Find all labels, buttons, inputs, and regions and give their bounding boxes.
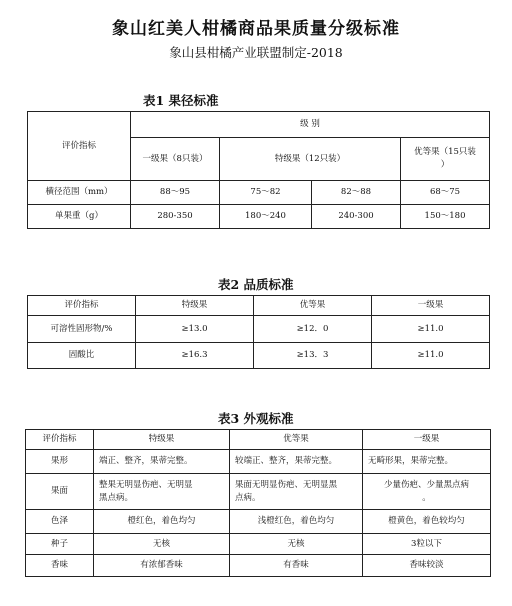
table1-col-first: 一级果（8只装）: [131, 138, 220, 181]
table1-cell: 150～180: [401, 205, 490, 229]
appearance-table: [25, 429, 491, 577]
table3-cell: 有浓郁香味: [94, 555, 230, 577]
table1-cell: 68～75: [401, 181, 490, 205]
table1-col-premium-line2: ）: [440, 160, 450, 170]
table1-cell: 240-300: [312, 205, 401, 229]
quality-table: [27, 295, 490, 369]
table3-row-label: 果面: [26, 474, 94, 510]
table3-cell: 橙红色，着色均匀: [94, 510, 230, 534]
table2-cell: ≥16.3: [136, 343, 254, 369]
table3-cell: [94, 450, 230, 474]
table3-cell-line: 无畸形果，果蒂完整。: [368, 456, 454, 466]
table2-header: 优等果: [254, 296, 372, 316]
table3-cell: [230, 474, 363, 510]
table3-row-label: 色泽: [26, 510, 94, 534]
document-subtitle: 象山县柑橘产业联盟制定-2018: [169, 45, 343, 60]
table3-cell: [94, 474, 230, 510]
table2-cell: ≥11.0: [372, 316, 490, 343]
table1-head-grade: 级 别: [131, 112, 490, 138]
table3-row-label: 种子: [26, 534, 94, 555]
table3-header: 一级果: [363, 430, 491, 450]
table3-cell: 无核: [94, 534, 230, 555]
table2-cell: ≥13．3: [254, 343, 372, 369]
table3-cell: 有香味: [230, 555, 363, 577]
table2-caption: 表2 品质标准: [218, 277, 294, 292]
table3-cell-line: 端正、整齐，果蒂完整。: [99, 456, 193, 466]
table1-caption: 表1 果径标准: [143, 93, 219, 108]
table3-cell: 无核: [230, 534, 363, 555]
table3-cell-line: 少量伤疤、少量黑点病: [383, 479, 469, 490]
table2-cell: ≥13.0: [136, 316, 254, 343]
table3-cell-line: 黑点病。: [99, 492, 134, 503]
table1-head-indicator: 评价指标: [28, 112, 131, 181]
table3-cell: 3粒以下: [363, 534, 491, 555]
table3-cell-line: 较端正、整齐，果蒂完整。: [235, 456, 338, 466]
table3-cell: [363, 474, 491, 510]
table1-cell: 180～240: [220, 205, 312, 229]
table3-header: 评价指标: [26, 430, 94, 450]
table2-cell: ≥12．0: [254, 316, 372, 343]
table3-row-label: 香味: [26, 555, 94, 577]
table1-col-special: 特级果（12只装）: [220, 138, 401, 181]
table1-row-label: 单果重（g）: [28, 205, 131, 229]
document-title: 象山红美人柑橘商品果质量分级标准: [112, 19, 400, 39]
table2-header: 评价指标: [28, 296, 136, 316]
table2-header: 特级果: [136, 296, 254, 316]
table1-col-premium: [401, 138, 490, 181]
table1-cell: 75～82: [220, 181, 312, 205]
table3-cell-line: 。: [422, 492, 431, 503]
table2-row-label: 固酸比: [28, 343, 136, 369]
table3-row-label: 果形: [26, 450, 94, 474]
table3-cell-line: 果面无明显伤疤、无明显黑: [235, 479, 338, 490]
table3-caption: 表3 外观标准: [218, 411, 294, 426]
table2-cell: ≥11.0: [372, 343, 490, 369]
table3-cell: [363, 450, 491, 474]
table1-cell: 88～95: [131, 181, 220, 205]
table1-cell: 280-350: [131, 205, 220, 229]
table3-header: 优等果: [230, 430, 363, 450]
table1-row-label: 横径范围（mm）: [28, 181, 131, 205]
table2-header: 一级果: [372, 296, 490, 316]
table1-cell: 82～88: [312, 181, 401, 205]
table3-cell: [230, 450, 363, 474]
table3-header: 特级果: [94, 430, 230, 450]
table3-cell-line: 点病。: [235, 492, 261, 503]
table2-row-label: 可溶性固形物/%: [28, 316, 136, 343]
table3-cell: 浅橙红色，着色均匀: [230, 510, 363, 534]
table3-cell-line: 整果无明显伤疤、无明显: [99, 479, 193, 490]
fruit-diameter-table: [27, 111, 490, 229]
table3-cell: 香味较淡: [363, 555, 491, 577]
table3-cell: 橙黄色，着色较均匀: [363, 510, 491, 534]
table1-col-premium-line1: 优等果（15只装: [414, 147, 476, 157]
